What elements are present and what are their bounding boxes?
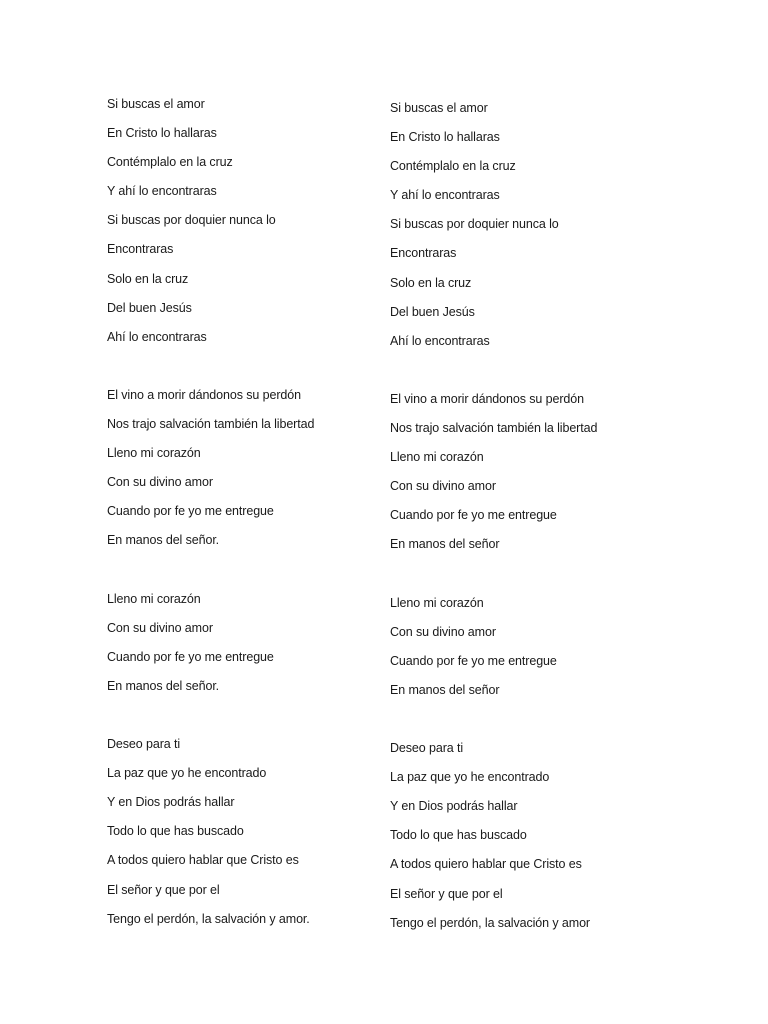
lyric-line: Tengo el perdón, la salvación y amor. <box>107 911 310 926</box>
lyrics-column-left <box>107 90 407 934</box>
lyric-line: Encontraras <box>390 246 457 261</box>
stanza-gap <box>107 701 407 730</box>
lyric-line: En manos del señor. <box>107 678 220 693</box>
lyric-line: Cuando por fe yo me entregue <box>390 653 557 668</box>
stanza <box>390 94 690 356</box>
lyric-line: Contémplalo en la cruz <box>390 159 516 174</box>
lyric-line: Con su divino amor <box>107 620 213 635</box>
lyric-line: En manos del señor <box>390 682 500 697</box>
lyrics-column-right <box>390 94 690 938</box>
lyric-line: Si buscas por doquier nunca lo <box>390 217 559 232</box>
lyric-line: Y en Dios podrás hallar <box>390 799 518 814</box>
lyric-line: Contémplalo en la cruz <box>107 155 233 170</box>
stanza <box>390 589 690 705</box>
lyric-line: Nos trajo salvación también la libertad <box>390 421 598 436</box>
lyric-line: Y en Dios podrás hallar <box>107 795 235 810</box>
lyric-line: Ahí lo encontraras <box>107 329 207 344</box>
lyric-line: Lleno mi corazón <box>107 446 201 461</box>
lyric-line: Con su divino amor <box>390 624 496 639</box>
lyric-line: El vino a morir dándonos su perdón <box>107 387 301 402</box>
lyric-line: Cuando por fe yo me entregue <box>107 649 274 664</box>
lyric-line: Tengo el perdón, la salvación y amor <box>390 915 590 930</box>
lyric-line: Si buscas el amor <box>390 101 488 115</box>
stanza <box>107 730 407 934</box>
stanza <box>107 90 407 352</box>
lyric-line: Cuando por fe yo me entregue <box>390 508 557 523</box>
lyric-line: El vino a morir dándonos su perdón <box>390 391 584 406</box>
lyric-line: Del buen Jesús <box>390 304 475 319</box>
stanza-gap <box>107 352 407 381</box>
lyric-line: A todos quiero hablar que Cristo es <box>390 857 582 872</box>
stanza-gap <box>390 356 690 385</box>
lyric-line: Deseo para ti <box>390 741 464 756</box>
stanza <box>390 734 690 938</box>
lyric-line: Si buscas por doquier nunca lo <box>107 213 276 228</box>
lyric-line: Si buscas el amor <box>107 97 205 111</box>
lyric-line: En Cristo lo hallaras <box>107 126 217 141</box>
lyric-line: Lleno mi corazón <box>107 591 201 606</box>
stanza-gap <box>107 556 407 585</box>
lyric-line: Y ahí lo encontraras <box>390 188 500 203</box>
lyric-line: Cuando por fe yo me entregue <box>107 504 274 519</box>
lyric-line: La paz que yo he encontrado <box>107 766 267 781</box>
lyric-line: La paz que yo he encontrado <box>390 770 550 785</box>
lyric-line: Deseo para ti <box>107 737 181 752</box>
lyric-line: En Cristo lo hallaras <box>390 130 500 145</box>
stanza <box>107 381 407 556</box>
lyric-line: Lleno mi corazón <box>390 450 484 465</box>
lyric-line: Ahí lo encontraras <box>390 333 490 348</box>
lyric-line: Solo en la cruz <box>107 271 189 286</box>
lyric-line: Lleno mi corazón <box>390 595 484 610</box>
lyric-line: Encontraras <box>107 242 174 257</box>
stanza <box>107 585 407 701</box>
lyric-line: El señor y que por el <box>107 882 220 897</box>
lyric-line: A todos quiero hablar que Cristo es <box>107 853 299 868</box>
stanza <box>390 385 690 560</box>
lyric-line: Del buen Jesús <box>107 300 192 315</box>
lyric-line: Todo lo que has buscado <box>390 828 527 843</box>
lyric-line: Todo lo que has buscado <box>107 824 244 839</box>
stanza-gap <box>390 705 690 734</box>
lyric-line: El señor y que por el <box>390 886 503 901</box>
lyric-line: En manos del señor. <box>107 533 220 548</box>
stanza-gap <box>390 560 690 589</box>
lyric-line: Solo en la cruz <box>390 275 472 290</box>
lyric-line: Con su divino amor <box>107 475 213 490</box>
lyric-line: Con su divino amor <box>390 479 496 494</box>
lyric-line: Y ahí lo encontraras <box>107 184 217 199</box>
lyric-line: En manos del señor <box>390 537 500 552</box>
lyric-line: Nos trajo salvación también la libertad <box>107 417 315 432</box>
